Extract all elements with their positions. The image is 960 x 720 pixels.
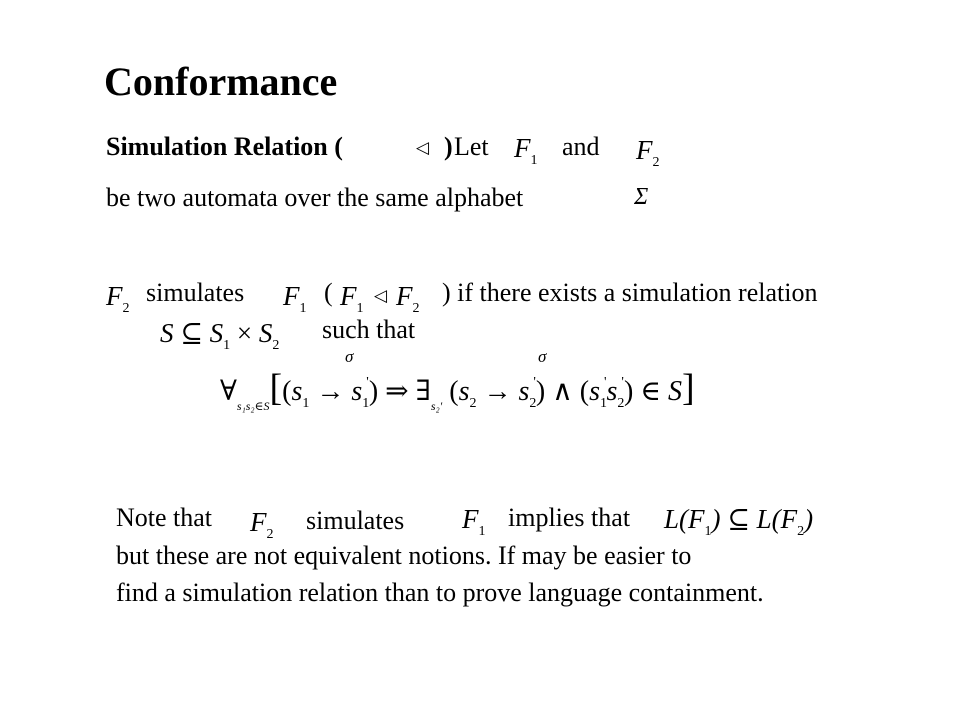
and-text: and xyxy=(562,132,600,161)
F1-symbol: $F_1$ xyxy=(514,133,538,168)
let-text: Let xyxy=(454,132,489,161)
statement-condition: ) if there exists a simulation relation xyxy=(442,278,818,307)
sigma-label-right: σ xyxy=(538,347,547,366)
exists-symbol: ∃ xyxy=(415,376,431,407)
exists-subscript: s₂' xyxy=(430,399,443,413)
implies-that-text: implies that xyxy=(508,503,631,532)
definition-heading: Simulation Relation ( xyxy=(106,132,343,161)
F2-simulator: $F_2$ xyxy=(106,281,130,316)
note-line2: but these are not equivalent notions. If may be easier to xyxy=(116,541,692,570)
forall-symbol: ∀ xyxy=(220,376,237,407)
F1-note: $F_1$ xyxy=(462,504,486,539)
F2-in-relation: $F_2$ xyxy=(396,281,420,316)
relation-definition: S ⊆ $S_1 \times S_2$ xyxy=(160,318,280,353)
definition-line2: be two automata over the same alphabet xyxy=(106,183,524,212)
note-that-text: Note that xyxy=(116,503,213,532)
F2-note: $F_2$ xyxy=(250,507,274,542)
simulation-triangle: ◁ xyxy=(374,286,388,305)
F1-simulated: $F_1$ xyxy=(283,281,307,316)
F2-symbol: $F_2$ xyxy=(636,135,660,170)
such-that-text: such that xyxy=(322,315,416,344)
F1-in-relation: $F_1$ xyxy=(340,281,364,316)
note-line3: find a simulation relation than to prove language containment. xyxy=(116,578,764,607)
simulation-symbol: ◁ xyxy=(416,138,430,157)
sigma-label-left: σ xyxy=(345,347,354,366)
open-paren: ( xyxy=(324,278,333,307)
forall-subscript: s₁s₂∈S xyxy=(236,399,270,413)
language-containment: $L(F_1)$ ⊆ $L(F_2)$ xyxy=(664,504,814,539)
alphabet-sigma: Σ xyxy=(634,184,649,210)
page-title: Conformance xyxy=(104,59,338,104)
definition-close-paren: ) xyxy=(444,132,453,161)
simulation-formula: $\forall_{s_1s_2\in S}[(s_1 \to s_1')$ ⇒ $\exists_{s_2'}$ $(s_2 \to s_2')$ ∧ $(s_1's_2')$ ∈ S] xyxy=(220,367,695,413)
simulates-text: simulates xyxy=(146,278,245,307)
note-simulates-text: simulates xyxy=(306,506,405,535)
